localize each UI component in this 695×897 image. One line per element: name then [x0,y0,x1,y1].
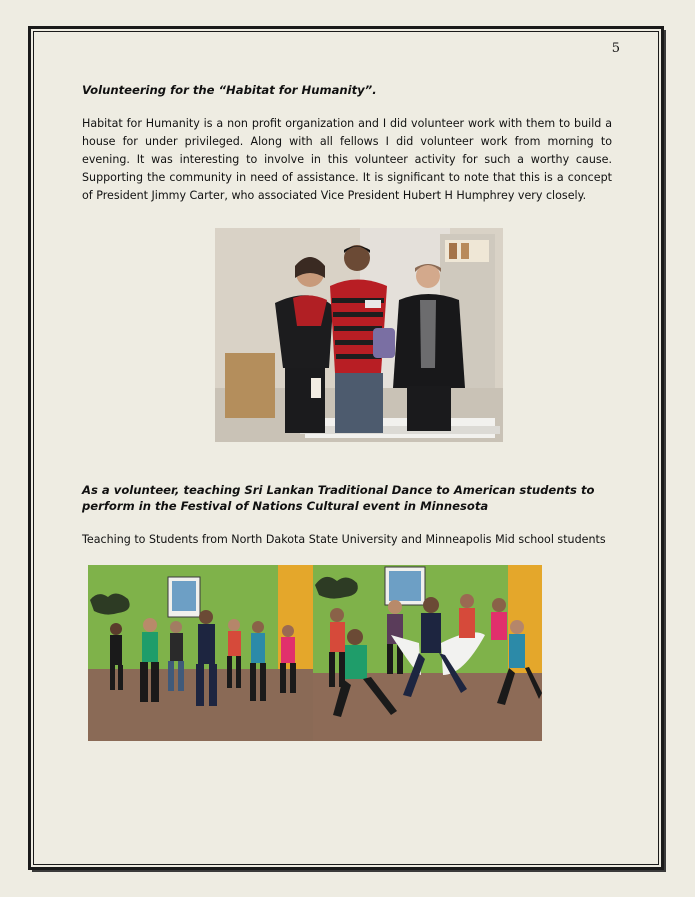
dance-caption: Teaching to Students from North Dakota State University and Minneapolis Mid school students [82,533,606,546]
dance-class-photo-right [313,565,542,741]
section-heading-dance: As a volunteer, teaching Sri Lankan Traditional Dance to American students to perform in the Festival of Nations Cultural event in Minnesota [82,483,595,513]
habitat-paragraph: Habitat for Humanity is a non profit organization and I did volunteer work with them to build a house for under privileged. Along with all fellows I did volunteer work from morning to evening. It was interesting to involve in this volunteer activity for such a worthy cause. Supporting the community in need of assistance. It is significant to note that this is a concept of President Jimmy Carter, who associated Vice President Hubert H Humphrey very closely. [82,117,612,202]
habitat-volunteers-photo [215,228,503,442]
dance-class-photo-left [88,565,313,741]
section-heading-habitat: Volunteering for the “Habitat for Humanity”. [82,83,377,97]
page-number: 5 [611,41,620,56]
